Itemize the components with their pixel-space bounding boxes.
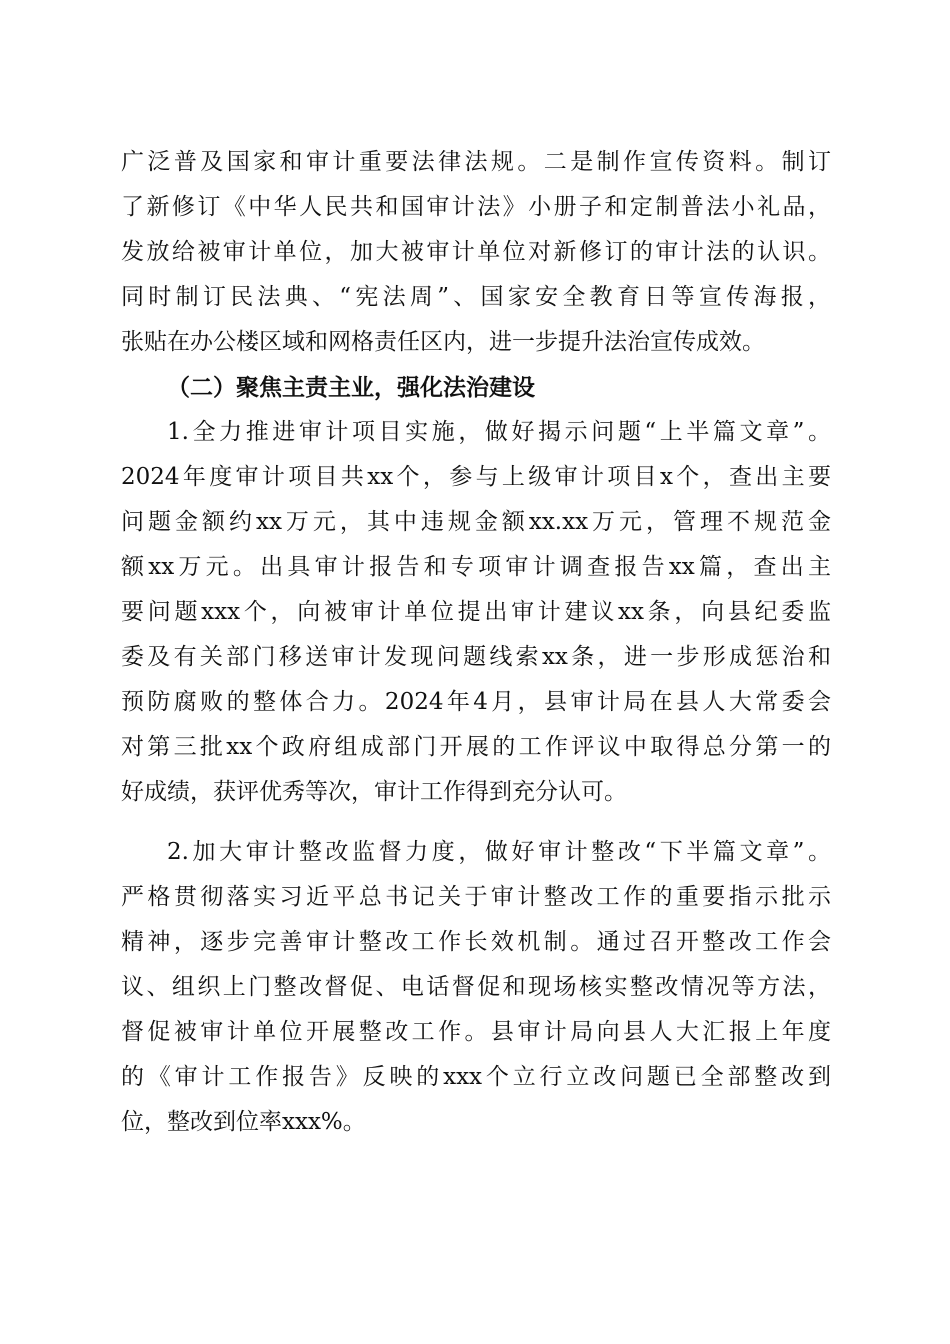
paragraph-3 bbox=[121, 830, 831, 1145]
text-line: 严格贯彻落实习近平总书记关于审计整改工作的重要指示批示 bbox=[121, 884, 831, 910]
text-line: 精神，逐步完善审计整改工作长效机制。通过召开整改工作会 bbox=[121, 929, 831, 955]
text-line: 好成绩，获评优秀等次，审计工作得到充分认可。 bbox=[121, 779, 627, 805]
paragraph-2 bbox=[121, 410, 831, 815]
text-line: 发放给被审计单位，加大被审计单位对新修订的审计法的认识。 bbox=[121, 239, 831, 265]
text-line: 1.全力推进审计项目实施，做好揭示问题“上半篇文章”。 bbox=[167, 419, 831, 445]
text-line: 了新修订《中华人民共和国审计法》小册子和定制普法小礼品， bbox=[121, 194, 831, 220]
document-body bbox=[121, 140, 831, 1145]
text-line: 位，整改到位率xxx%。 bbox=[121, 1109, 366, 1135]
text-line: 对第三批xx个政府组成部门开展的工作评议中取得总分第一的 bbox=[121, 734, 831, 760]
text-line: 预防腐败的整体合力。2024年4月，县审计局在县人大常委会 bbox=[121, 689, 831, 715]
text-line: 广泛普及国家和审计重要法律法规。二是制作宣传资料。制订 bbox=[121, 149, 831, 175]
text-line: 督促被审计单位开展整改工作。县审计局向县人大汇报上年度 bbox=[121, 1019, 831, 1045]
text-line: 2.加大审计整改监督力度，做好审计整改“下半篇文章”。 bbox=[167, 839, 831, 865]
text-line: 的《审计工作报告》反映的xxx个立行立改问题已全部整改到 bbox=[121, 1064, 831, 1090]
paragraph-1 bbox=[121, 140, 831, 365]
section-heading-text: （二）聚焦主责主业，强化法治建设 bbox=[167, 374, 535, 401]
text-line: 同时制订民法典、“宪法周”、国家安全教育日等宣传海报， bbox=[121, 284, 831, 310]
text-line: 要问题xxx个，向被审计单位提出审计建议xx条，向县纪委监 bbox=[121, 599, 831, 625]
text-line: 额xx万元。出具审计报告和专项审计调查报告xx篇，查出主 bbox=[121, 554, 831, 580]
text-line: 议、组织上门整改督促、电话督促和现场核实整改情况等方法， bbox=[121, 974, 831, 1000]
text-line: 张贴在办公楼区域和网格责任区内，进一步提升法治宣传成效。 bbox=[121, 329, 765, 355]
text-line: 2024年度审计项目共xx个，参与上级审计项目x个，查出主要 bbox=[121, 464, 831, 490]
text-line: 委及有关部门移送审计发现问题线索xx条，进一步形成惩治和 bbox=[121, 644, 831, 670]
section-heading bbox=[121, 365, 831, 410]
text-line: 问题金额约xx万元，其中违规金额xx.xx万元，管理不规范金 bbox=[121, 509, 831, 535]
